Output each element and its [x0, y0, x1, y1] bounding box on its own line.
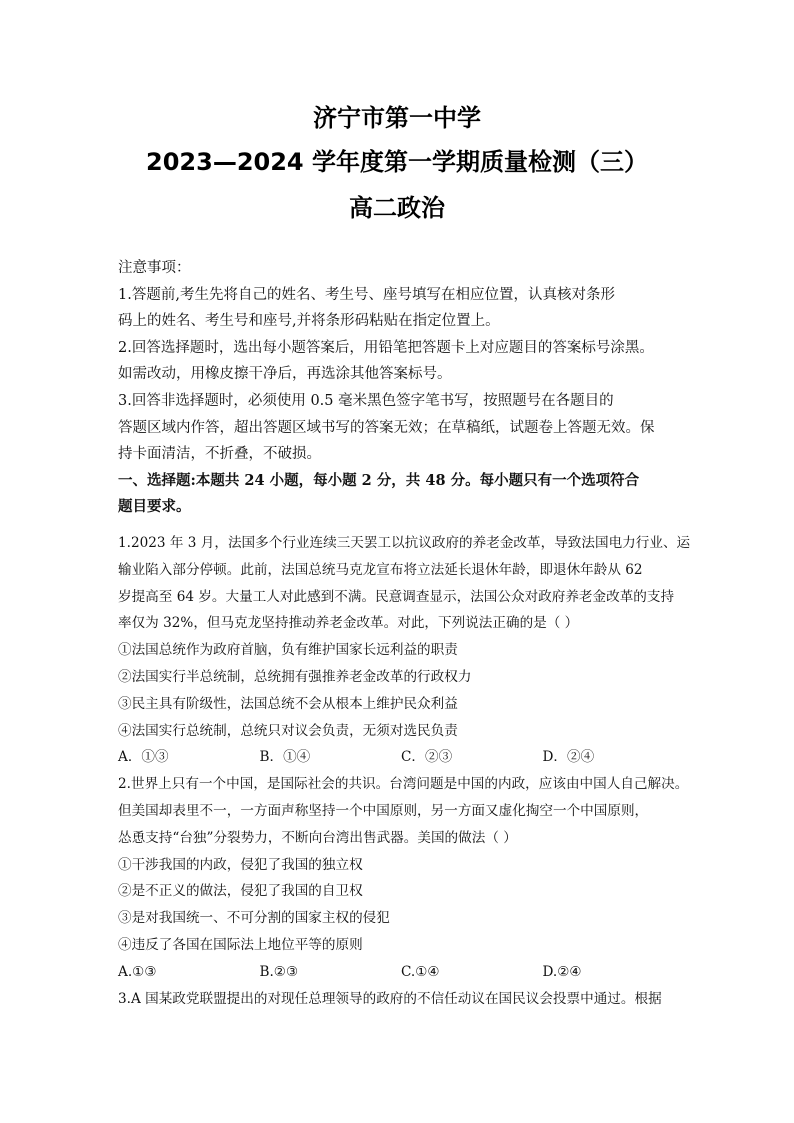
notes-section	[118, 255, 684, 521]
subject-title: 高二政治	[349, 194, 445, 222]
question-line: 怂恿支持“台独”分裂势力，不断向台湾出售武器。美国的做法（ ）	[118, 829, 517, 846]
question-line: 岁提高至 64 岁。大量工人对此感到不满。民意调查显示，法国公众对政府养老金改革的支持	[118, 588, 675, 605]
option-a: A.①③	[118, 963, 157, 980]
notes-line: 如需改动，用橡皮擦干净后，再选涂其他答案标号。	[118, 366, 452, 383]
options-row	[118, 959, 684, 986]
option-d: D．②④	[542, 749, 595, 766]
statement-line: ①干涉我国的内政，侵犯了我国的独立权	[118, 856, 363, 873]
notes-line: 3.回答非选择题时，必须使用 0.5 毫米黑色签字笔书写，按照题号在各题目的	[118, 392, 614, 409]
school-name: 济宁市第一中学	[313, 104, 481, 132]
notes-line: 答题区域内作答，超出答题区域书写的答案无效；在草稿纸，试题卷上答题无效。保	[118, 419, 655, 436]
notes-line: 持卡面清洁，不折叠，不破损。	[118, 446, 321, 463]
question-line: 1.2023 年 3 月，法国多个行业连续三天罢工以抗议政府的养老金改革，导致法国电力行业、运	[118, 535, 691, 551]
option-b: B．①④	[259, 749, 311, 766]
question-1	[118, 530, 691, 771]
statement-line: ④违反了各国在国际法上地位平等的原则	[118, 936, 363, 953]
option-c: C．②③	[401, 749, 453, 766]
statement-line: ④法国实行总统制，总统只对议会负责，无须对选民负责	[118, 722, 458, 739]
question-3	[118, 986, 684, 1013]
statement-line: ①法国总统作为政府首脑，负有维护国家长远利益的职责	[118, 642, 458, 659]
question-line: 但美国却表里不一，一方面声称坚持一个中国原则，另一方面又虚化掏空一个中国原则，	[118, 802, 649, 819]
option-b: B.②③	[259, 963, 299, 980]
notes-line: 2.回答选择题时，选出每小题答案后，用铅笔把答题卡上对应题目的答案标号涂黑。	[118, 339, 654, 356]
notes-heading: 注意事项：	[118, 260, 191, 276]
statement-line: ②法国实行半总统制，总统拥有强推养老金改革的行政权力	[118, 668, 472, 685]
question-line: 3.A 国某政党联盟提出的对现任总理领导的政府的不信任动议在国民议会投票中通过。根据	[118, 990, 662, 1007]
exam-title: 2023—2024 学年度第一学期质量检测（三）	[146, 148, 648, 176]
statement-line: ③民主具有阶级性，法国总统不会从根本上维护民众利益	[118, 695, 458, 712]
question-line: 输业陷入部分停顿。此前，法国总统马克龙宣布将立法延长退休年龄，即退休年龄从 62	[118, 561, 643, 578]
statement-line: ②是不正义的做法，侵犯了我国的自卫权	[118, 883, 363, 900]
options-row	[118, 744, 684, 771]
option-d: D.②④	[542, 963, 582, 980]
notes-line: 码上的姓名、考生号和座号,并将条形码粘贴在指定位置上。	[118, 313, 500, 330]
questions-section	[118, 530, 691, 1012]
question-line: 2.世界上只有一个中国，是国际社会的共识。台湾问题是中国的内政，应该由中国人自己解决。	[118, 776, 689, 793]
option-a: A．①③	[118, 749, 169, 766]
question-2	[118, 771, 689, 985]
notes-line: 1.答题前,考生先将自己的姓名、考生号、座号填写在相应位置，认真核对条形	[118, 286, 615, 303]
statement-line: ③是对我国统一、不可分割的国家主权的侵犯	[118, 910, 390, 927]
question-line: 率仅为 32%，但马克龙坚持推动养老金改革。对此，下列说法正确的是（ ）	[118, 615, 579, 632]
section-heading: 题目要求。	[118, 498, 191, 516]
section-heading: 一、选择题:本题共 24 小题，每小题 2 分，共 48 分。每小题只有一个选项符合	[118, 471, 640, 489]
option-c: C.①④	[401, 963, 440, 980]
